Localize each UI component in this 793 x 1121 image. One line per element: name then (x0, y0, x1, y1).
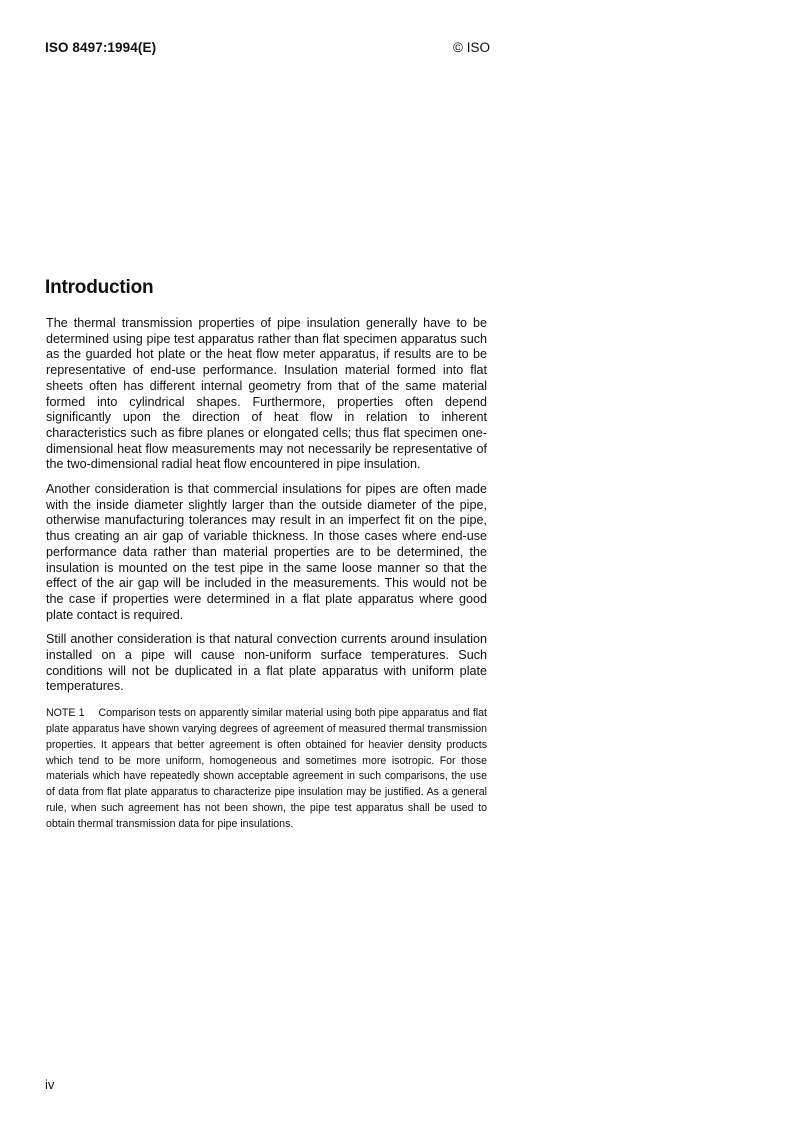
page-number: iv (45, 1077, 55, 1092)
note-label: NOTE 1 (46, 707, 85, 720)
paragraph-heat-flow: The thermal transmission properties of pipe insulation generally have to be determined using pipe test apparatus rather than flat specimen apparatus such as the guarded hot plate or the heat flow meter apparatus, if results are to be representative of end-use performance. Insulation material formed into flat sheets often has different internal geometry from that of the same material formed into cylindrical shapes. Furthermore, properties often depend significantly upon the direction of heat flow in relation to inherent characteristics such as fibre planes or elongated cells; thus flat specimen one-dimensional heat flow measurements may not necessarily be representative of the two-dimensional radial heat flow encountered in pipe insulation. (46, 316, 487, 472)
standard-identifier: ISO 8497:1994(E) (45, 40, 157, 55)
section-title: Introduction (45, 277, 154, 298)
introduction-body (46, 316, 487, 842)
paragraph-air-gap: Another consideration is that commercial insulations for pipes are often made with the inside diameter slightly larger than the outside diameter of the pipe, otherwise manufacturing tolerances may result in an imperfect fit on the pipe, thus creating an air gap of variable thickness. In those cases where end-use performance data rather than material properties are to be determined, the insulation is mounted on the test pipe in the same loose manner so that the effect of the air gap will be included in the measurements. This would not be the case if properties were determined in a flat plate apparatus where good plate contact is required. (46, 482, 487, 622)
note-text: Comparison tests on apparently similar material using both pipe apparatus and flat plate apparatus have shown varying degrees of agreement of measured thermal transmission properties. It appears that better agreement is often obtained for heavier density products which tend to be more uniform, homogeneous and sometimes more isotropic. For those materials which have repeatedly shown acceptable agreement in such comparisons, the use of data from flat plate apparatus to characterize pipe insulation may be justified. As a general rule, when such agreement has not been shown, the pipe test apparatus shall be used to obtain thermal transmission data for pipe insulations. (46, 707, 487, 830)
copyright-notice: © ISO (453, 40, 490, 55)
paragraph-convection: Still another consideration is that natural convection currents around insulation installed on a pipe will cause non-uniform surface temperatures. Such conditions will not be duplicated in a flat plate apparatus with uniform plate temperatures. (46, 632, 487, 694)
note-block (46, 706, 487, 832)
